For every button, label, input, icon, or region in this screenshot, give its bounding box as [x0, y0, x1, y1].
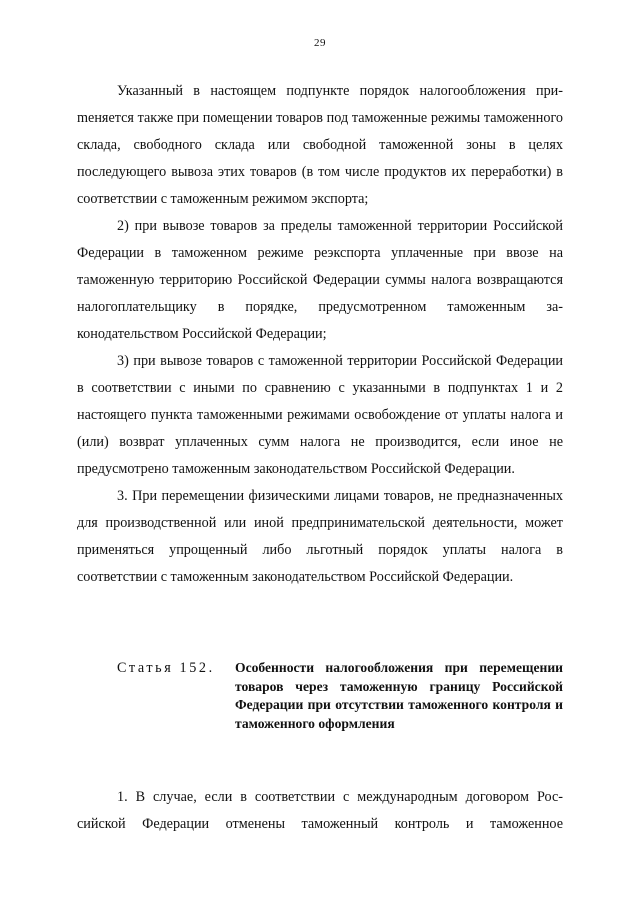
paragraph-reexport: 2) при вывозе товаров за пределы таможенной территории Российской Федерации в таможенном режиме реэкспорта уплаченные при ввозе на таможенную территорию Российской Федерации суммы налога возвращаются налогоплательщику в порядке, предусмотренном таможенным законодательством Российской Федерации;: [77, 218, 563, 342]
paragraph-other-regimes: 3) при вывозе товаров с таможенной территории Российской Федерации в соответствии с иными по сравнению с указанными в подпунктах 1 и 2 настоящего пункта таможенными режимами освобождение от уплаты налога и (или) возврат уплаченных сумм налога не производится, если иное не предусмотрено таможенным законодательством Российской Федерации.: [77, 353, 563, 477]
paragraph-tax-procedure: Указанный в настоящем подпункте порядок налогообложения приmеняется также при помещении товаров под таможенные режимы таможенного склада, свободного склада или свободной таможенной зоны в целях последующего вывоза этих товаров (в том числе продуктов их переработки) в соответствии с таможенным режимом экспорта;: [77, 83, 563, 207]
document-body: [77, 78, 563, 591]
article-title: Особенности налогообложения при перемещении товаров через таможенную границу Российской Федерации при отсутствии таможенного контроля и таможенного оформления: [235, 660, 563, 731]
paragraph-international-treaty: 1. В случае, если в соответствии с международным договором Российской Федерации отменены таможенный контроль и таможенное: [77, 789, 563, 832]
article-number: Статья 152.: [117, 660, 215, 676]
paragraph-individuals: 3. При перемещении физическими лицами товаров, не предназначенных для производственной или иной предпринимательской деятельности, может применяться упрощенный либо льготный порядок уплаты налога в соответствии с таможенным законодательством Российской Федерации.: [77, 488, 563, 585]
article-heading: [117, 659, 563, 733]
page-number: 29: [314, 37, 326, 49]
document-body-continued: [77, 784, 563, 838]
